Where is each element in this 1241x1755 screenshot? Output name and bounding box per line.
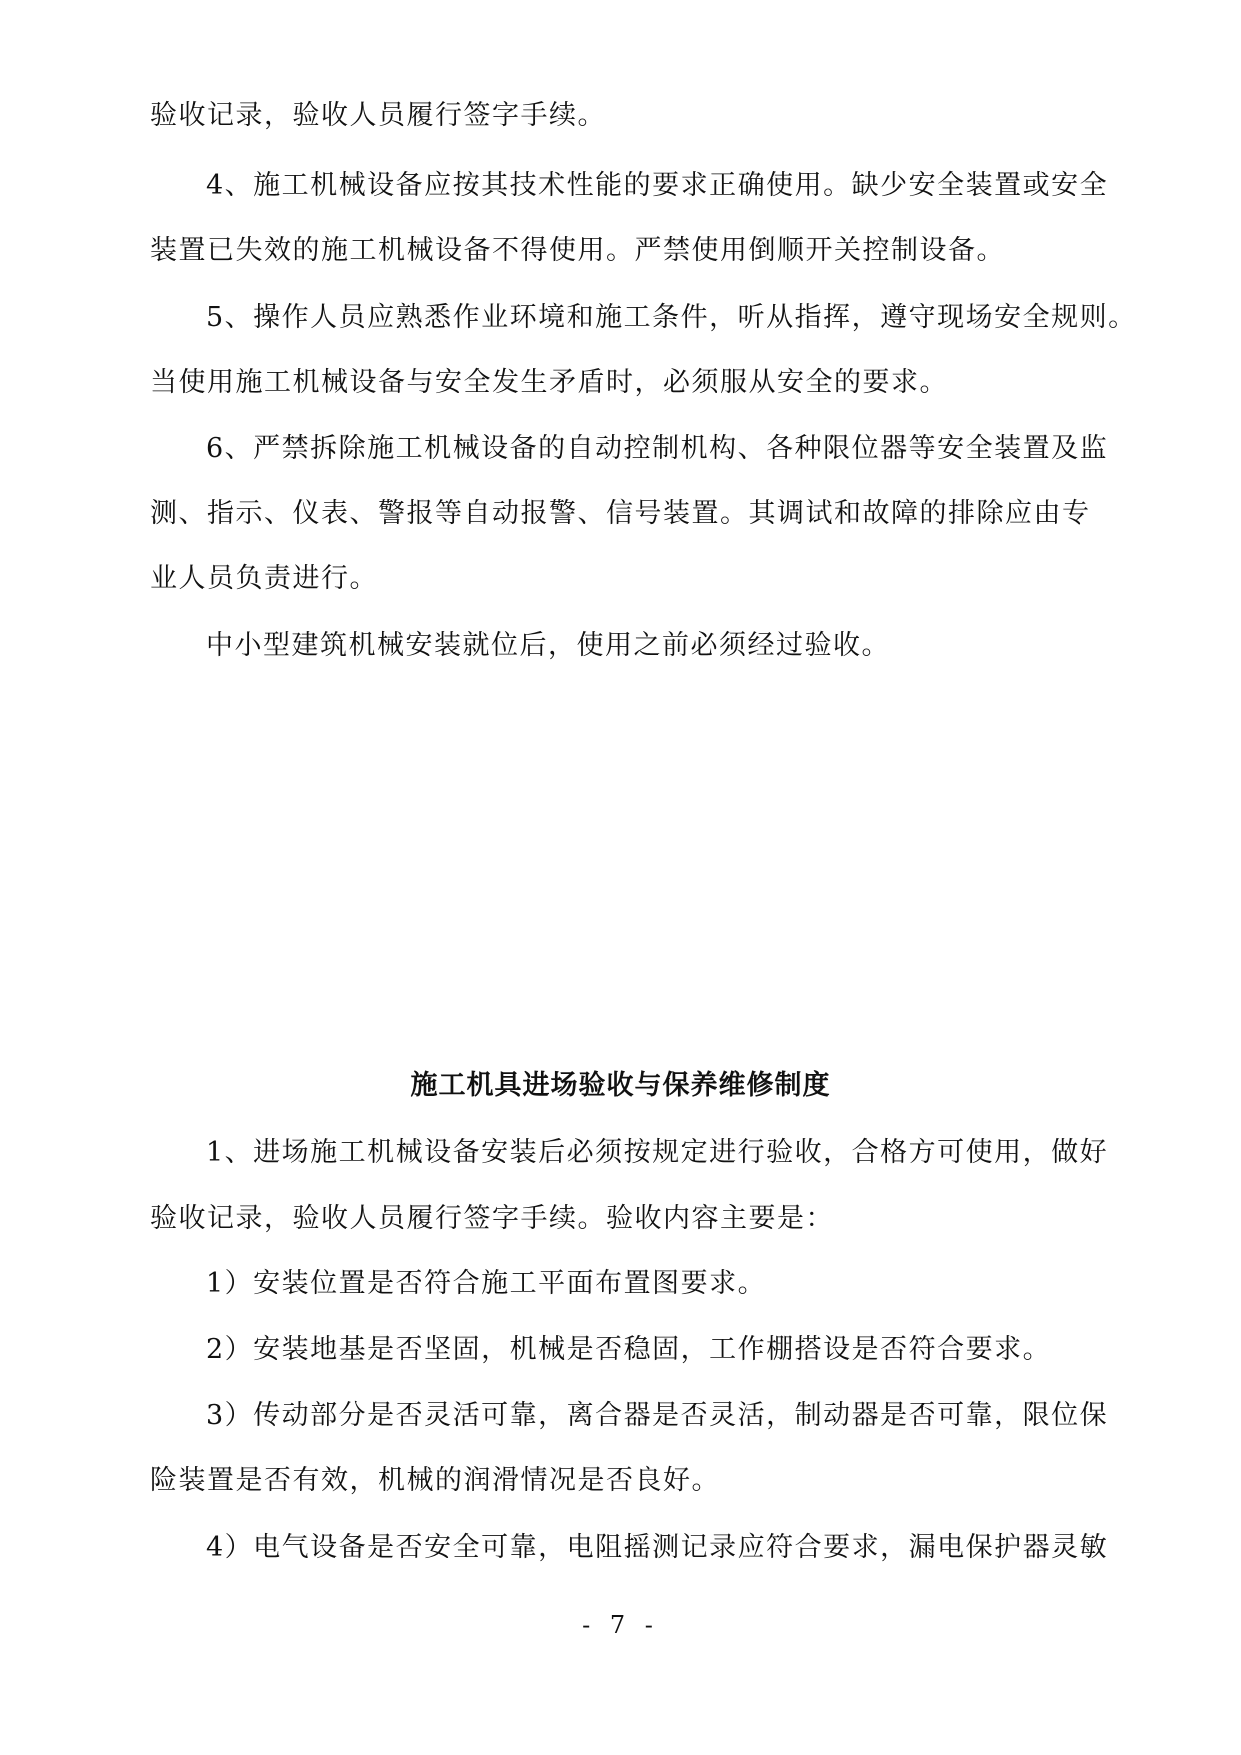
paragraph-line: 5、操作人员应熟悉作业环境和施工条件，听从指挥，遵守现场安全规则。 [206,302,1137,333]
list-item: 4）电气设备是否安全可靠，电阻摇测记录应符合要求，漏电保护器灵敏 [206,1532,1109,1563]
list-item: 2）安装地基是否坚固，机械是否稳固，工作棚搭设是否符合要求。 [206,1334,1052,1365]
paragraph-line: 装置已失效的施工机械设备不得使用。严禁使用倒顺开关控制设备。 [150,235,1005,266]
paragraph-line: 验收记录，验收人员履行签字手续。验收内容主要是： [150,1203,834,1234]
paragraph-line: 4、施工机械设备应按其技术性能的要求正确使用。缺少安全装置或安全 [206,170,1109,201]
list-item: 3）传动部分是否灵活可靠，离合器是否灵活，制动器是否可靠，限位保 [206,1400,1109,1431]
page-number: - 7 - [582,1611,659,1639]
paragraph-line: 险装置是否有效，机械的润滑情况是否良好。 [150,1465,720,1496]
paragraph-line: 验收记录，验收人员履行签字手续。 [150,100,606,131]
paragraph-line: 业人员负责进行。 [150,563,378,594]
paragraph-line: 1、进场施工机械设备安装后必须按规定进行验收，合格方可使用，做好 [206,1137,1109,1168]
section-heading: 施工机具进场验收与保养维修制度 [410,1070,831,1101]
paragraph-line: 当使用施工机械设备与安全发生矛盾时，必须服从安全的要求。 [150,367,948,398]
paragraph-line: 中小型建筑机械安装就位后，使用之前必须经过验收。 [206,630,890,661]
paragraph-line: 6、严禁拆除施工机械设备的自动控制机构、各种限位器等安全装置及监 [206,433,1109,464]
list-item: 1）安装位置是否符合施工平面布置图要求。 [206,1268,767,1299]
paragraph-line: 测、指示、仪表、警报等自动报警、信号装置。其调试和故障的排除应由专 [150,498,1091,529]
